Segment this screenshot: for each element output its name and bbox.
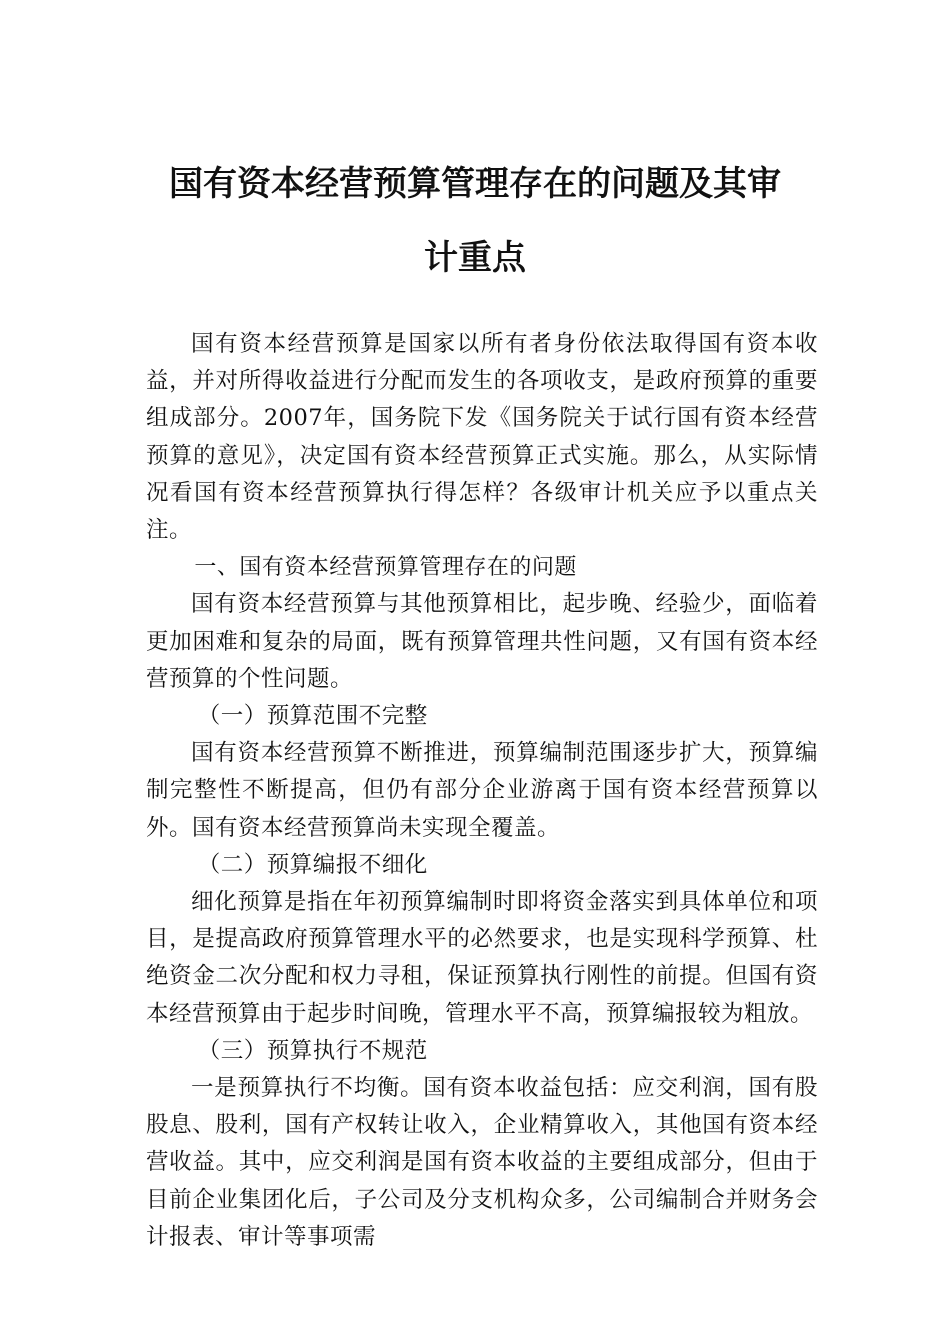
document-body	[146, 326, 818, 1256]
body-paragraph-intro: 国有资本经营预算是国家以所有者身份依法取得国有资本收益，并对所得收益进行分配而发生的各项收支，是政府预算的重要组成部分。2007年，国务院下发《国务院关于试行国有资本经营预算的意见》，决定国有资本经营预算正式实施。那么，从实际情况看国有资本经营预算执行得怎样？各级审计机关应予以重点关注。	[146, 331, 818, 544]
body-paragraph: 一是预算执行不均衡。国有资本收益包括：应交利润，国有股股息、股利，国有产权转让收入，企业精算收入，其他国有资本经营收益。其中，应交利润是国有资本收益的主要组成部分，但由于目前企业集团化后，子公司及分支机构众多，公司编制合并财务会计报表、审计等事项需	[146, 1075, 818, 1250]
subsection-heading-2: （二）预算编报不细化	[197, 851, 428, 878]
subsection-heading-3: （三）预算执行不规范	[197, 1037, 428, 1064]
body-paragraph: 国有资本经营预算与其他预算相比，起步晚、经验少，面临着更加困难和复杂的局面，既有预算管理共性问题，又有国有资本经营预算的个性问题。	[146, 591, 818, 692]
body-paragraph: 细化预算是指在年初预算编制时即将资金落实到具体单位和项目，是提高政府预算管理水平的必然要求，也是实现科学预算、杜绝资金二次分配和权力寻租，保证预算执行刚性的前提。但国有资本经营预算由于起步时间晚，管理水平不高，预算编报较为粗放。	[146, 889, 818, 1027]
subsection-heading-1: （一）预算范围不完整	[197, 703, 428, 730]
document-title-line-2: 计重点	[424, 238, 526, 278]
body-paragraph: 国有资本经营预算不断推进，预算编制范围逐步扩大，预算编制完整性不断提高，但仍有部分企业游离于国有资本经营预算以外。国有资本经营预算尚未实现全覆盖。	[146, 740, 818, 841]
document-title-line-1: 国有资本经营预算管理存在的问题及其审	[169, 164, 781, 204]
section-heading-1: 一、国有资本经营预算管理存在的问题	[194, 555, 577, 581]
